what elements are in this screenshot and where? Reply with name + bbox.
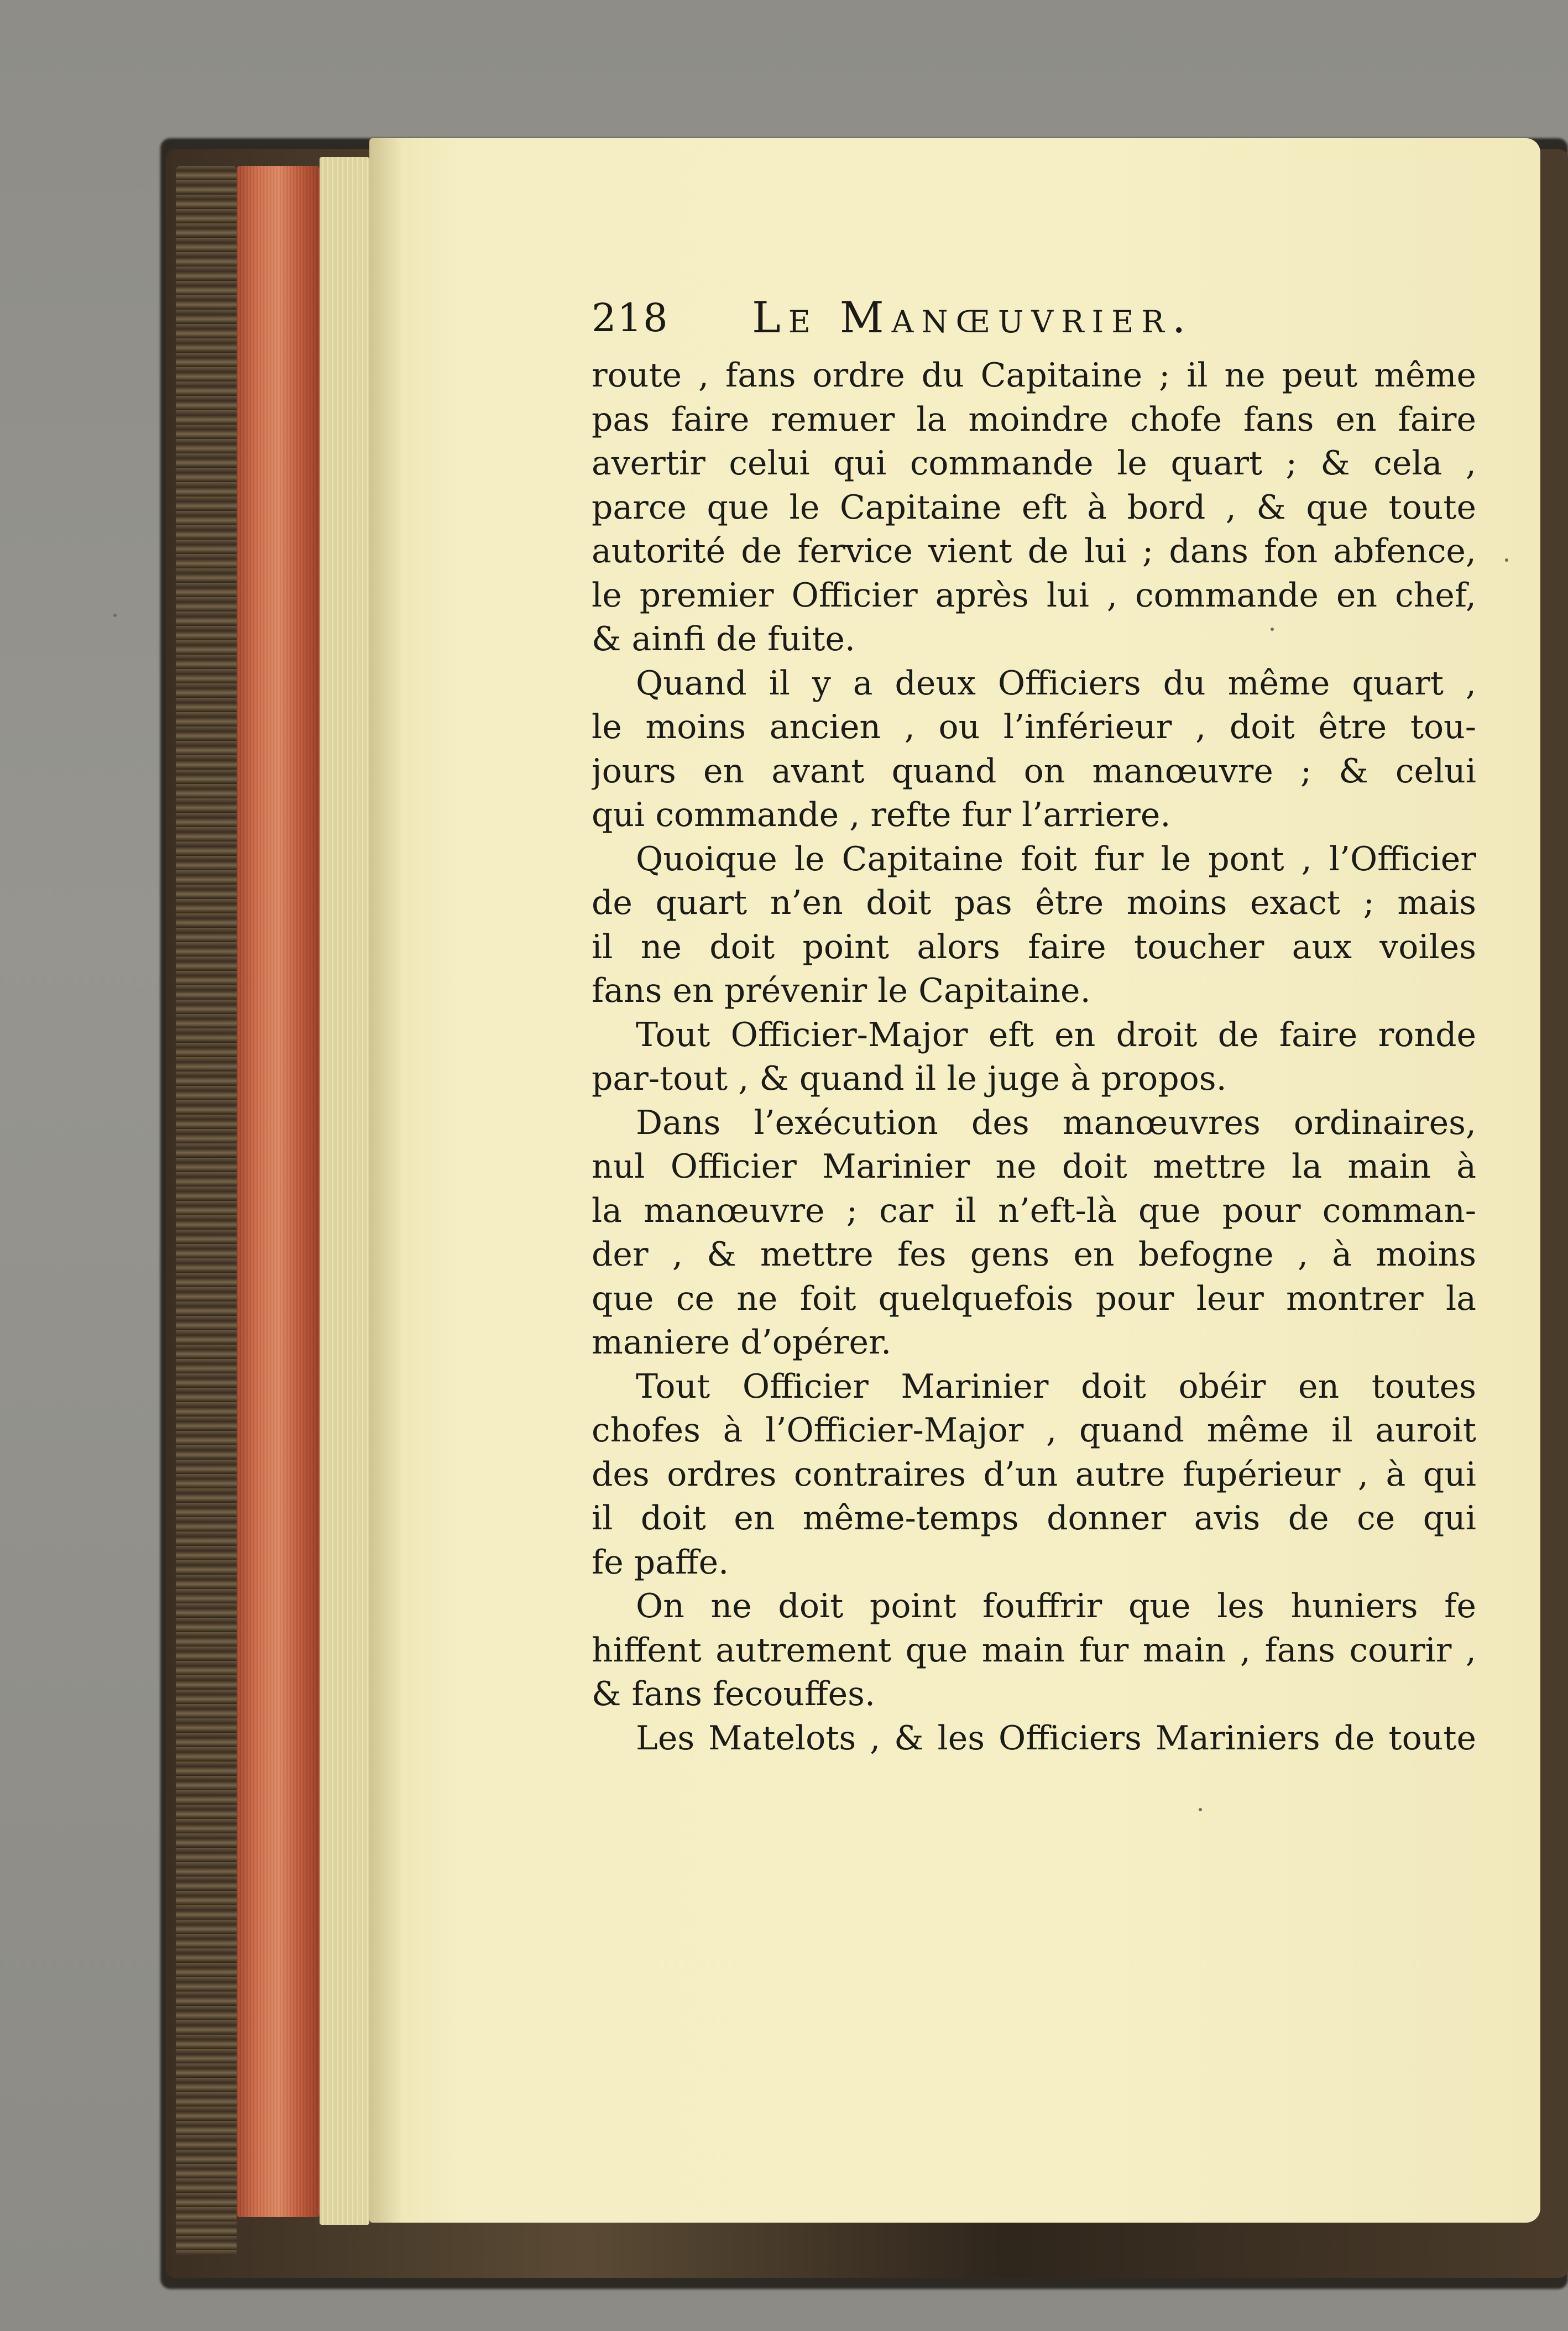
page-speck xyxy=(113,614,117,617)
text-line: & ainfi de fuite. xyxy=(592,620,855,658)
text-line: route , fans ordre du Capitaine ; il ne peut même xyxy=(592,356,1476,395)
text-line: la manœuvre ; car il n’eft-là que pour comman- xyxy=(592,1191,1476,1230)
text-line: de quart n’en doit pas être moins exact ; mais xyxy=(592,884,1476,922)
running-head xyxy=(592,288,1476,348)
text-line: maniere d’opérer. xyxy=(592,1323,892,1362)
text-line: nul Officier Marinier ne doit mettre la main à xyxy=(592,1147,1476,1186)
text-line: le moins ancien , ou l’inférieur , doit être tou- xyxy=(592,708,1476,746)
text-line: Quoique le Capitaine foit fur le pont , l’Officier xyxy=(636,839,1476,879)
text-line: & fans fecouffes. xyxy=(592,1675,876,1713)
text-line: pas faire remuer la moindre chofe fans en faire xyxy=(592,400,1476,439)
text-line: der , & mettre fes gens en befogne , à moins xyxy=(592,1235,1476,1274)
text-line: Les Matelots , & les Officiers Mariniers de toute xyxy=(636,1718,1476,1758)
text-line: fans en prévenir le Capitaine. xyxy=(592,971,1091,1010)
page-number: 218 xyxy=(592,295,669,341)
text-line: fe paffe. xyxy=(592,1543,729,1582)
text-line: par-tout , & quand il le juge à propos. xyxy=(592,1059,1227,1098)
text-line: Quand il y a deux Officiers du même quart , xyxy=(636,663,1476,703)
text-line: des ordres contraires d’un autre fupérieur , à qui xyxy=(592,1455,1476,1494)
page-stack xyxy=(320,157,369,2225)
book-binding xyxy=(176,166,237,2256)
text-line: Tout Officier-Major eft en droit de faire ronde xyxy=(636,1015,1476,1054)
text-line: le premier Officier après lui , commande en chef, xyxy=(592,576,1476,615)
page-speck xyxy=(1505,558,1508,562)
text-line: Dans l’exécution des manœuvres ordinaires, xyxy=(636,1103,1476,1142)
page-speck xyxy=(1271,628,1274,631)
body-text xyxy=(592,354,1476,1760)
text-line: il doit en même-temps donner avis de ce qui xyxy=(592,1499,1476,1538)
text-line: il ne doit point alors faire toucher aux voiles xyxy=(592,927,1476,966)
text-line: jours en avant quand on manœuvre ; & celui xyxy=(592,751,1476,791)
page-speck xyxy=(1199,1808,1202,1811)
page-gutter xyxy=(369,138,403,2223)
text-line: qui commande , refte fur l’arriere. xyxy=(592,796,1171,834)
text-line: Tout Officier Marinier doit obéir en toutes xyxy=(636,1367,1476,1406)
running-title: Le Manœuvrier. xyxy=(752,293,1194,343)
text-line: hiffent autrement que main fur main , fans courir , xyxy=(592,1630,1476,1670)
text-line: chofes à l’Officier-Major , quand même il auroit xyxy=(592,1411,1476,1450)
text-line: que ce ne foit quelquefois pour leur montrer la xyxy=(592,1279,1476,1318)
text-line: avertir celui qui commande le quart ; & cela , xyxy=(592,444,1476,483)
text-line: parce que le Capitaine eft à bord , & que toute xyxy=(592,488,1476,527)
page-edge-texture xyxy=(237,166,320,2217)
text-line: On ne doit point fouffrir que les huniers fe xyxy=(636,1587,1476,1626)
text-line: autorité de fervice vient de lui ; dans fon abfence, xyxy=(592,532,1476,571)
